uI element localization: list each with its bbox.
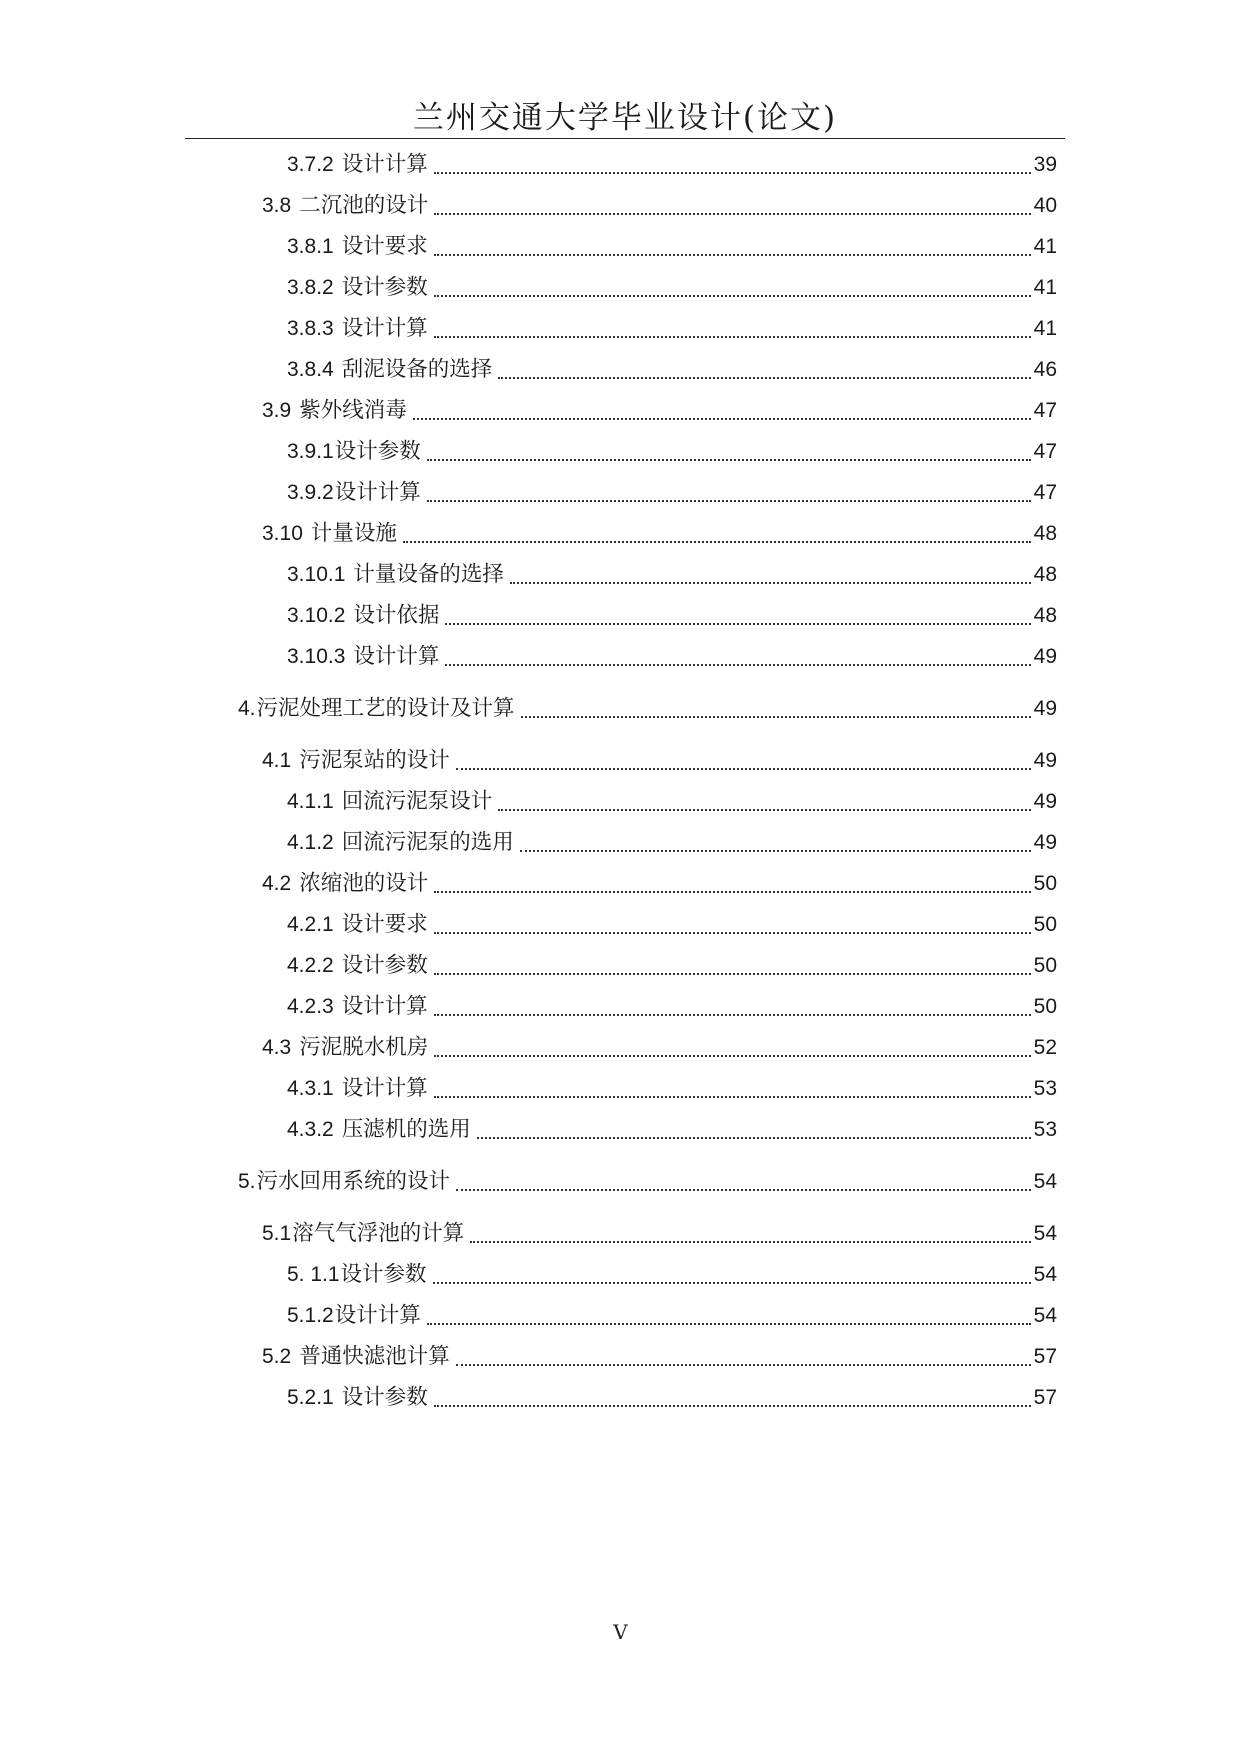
toc-entry[interactable] bbox=[262, 869, 1057, 899]
toc-entry-number: 3.9.2 bbox=[287, 481, 334, 504]
toc-entry[interactable] bbox=[262, 1219, 1057, 1249]
toc-entry-title: 设计计算 bbox=[341, 994, 428, 1019]
toc-entry-number: 3.10.1 bbox=[287, 563, 346, 586]
toc-entry[interactable] bbox=[287, 1383, 1057, 1413]
toc-entry-title: 回流污泥泵设计 bbox=[341, 789, 493, 814]
toc-entry-number: 3.8.1 bbox=[287, 235, 334, 258]
toc-dot-leader bbox=[434, 172, 1031, 174]
toc-entry-page: 54 bbox=[1033, 1222, 1057, 1245]
toc-entry-number: 4.3 bbox=[262, 1036, 292, 1059]
toc-entry-number: 4.3.1 bbox=[287, 1077, 334, 1100]
toc-entry-number: 3.10 bbox=[262, 522, 303, 545]
toc-dot-leader bbox=[434, 1096, 1031, 1098]
toc-entry-title: 回流污泥泵的选用 bbox=[341, 830, 514, 855]
toc-dot-leader bbox=[520, 850, 1031, 852]
toc-entry-title: 设计参数 bbox=[334, 439, 421, 464]
toc-entry-title: 普通快滤池计算 bbox=[299, 1344, 450, 1369]
toc-dot-leader bbox=[434, 932, 1031, 934]
toc-dot-leader bbox=[433, 1282, 1031, 1284]
toc-entry-title: 设计计算 bbox=[334, 480, 421, 505]
toc-entry-title: 设计计算 bbox=[353, 644, 440, 669]
toc-dot-leader bbox=[434, 891, 1030, 893]
toc-dot-leader bbox=[434, 213, 1030, 215]
toc-entry[interactable] bbox=[287, 992, 1057, 1022]
toc-dot-leader bbox=[434, 254, 1031, 256]
toc-entry-number: 3.8 bbox=[262, 194, 292, 217]
toc-entry-page: 47 bbox=[1033, 440, 1057, 463]
toc-entry-number: 3.8.3 bbox=[287, 317, 334, 340]
toc-entry-page: 41 bbox=[1033, 317, 1057, 340]
page-number: V bbox=[613, 1620, 628, 1644]
toc-entry-title: 浓缩池的设计 bbox=[299, 871, 429, 896]
toc-dot-leader bbox=[434, 336, 1031, 338]
toc-dot-leader bbox=[434, 973, 1031, 975]
toc-entry[interactable] bbox=[287, 273, 1057, 303]
toc-dot-leader bbox=[477, 1137, 1031, 1139]
toc-entry[interactable] bbox=[287, 478, 1057, 508]
toc-dot-leader bbox=[456, 1189, 1031, 1191]
toc-entry[interactable] bbox=[287, 910, 1057, 940]
toc-dot-leader bbox=[498, 809, 1030, 811]
toc-entry-page: 41 bbox=[1033, 235, 1057, 258]
toc-entry-page: 50 bbox=[1033, 913, 1057, 936]
toc-entry[interactable] bbox=[238, 694, 1057, 724]
toc-entry-title: 污泥处理工艺的设计及计算 bbox=[256, 696, 515, 721]
toc-dot-leader bbox=[434, 1055, 1030, 1057]
toc-entry-number: 4.2.3 bbox=[287, 995, 334, 1018]
toc-entry[interactable] bbox=[262, 746, 1057, 776]
toc-entry[interactable] bbox=[238, 1167, 1057, 1197]
page-header-title: 兰州交通大学毕业设计(论文) bbox=[412, 100, 838, 136]
toc-entry-page: 57 bbox=[1033, 1345, 1057, 1368]
toc-entry[interactable] bbox=[287, 560, 1057, 590]
toc-dot-leader bbox=[413, 418, 1031, 420]
toc-entry-title: 设计计算 bbox=[334, 1303, 421, 1328]
toc-entry-number: 4. bbox=[238, 697, 256, 720]
toc-entry-page: 52 bbox=[1033, 1036, 1057, 1059]
toc-entry-number: 4.2.1 bbox=[287, 913, 334, 936]
toc-entry-title: 设计计算 bbox=[341, 1076, 428, 1101]
toc-dot-leader bbox=[456, 768, 1031, 770]
toc-dot-leader bbox=[434, 1405, 1031, 1407]
toc-entry-page: 47 bbox=[1033, 399, 1057, 422]
toc-entry-page: 49 bbox=[1033, 790, 1057, 813]
toc-entry-number: 3.9.1 bbox=[287, 440, 334, 463]
toc-entry[interactable] bbox=[287, 437, 1057, 467]
toc-entry-title: 二沉池的设计 bbox=[299, 193, 429, 218]
toc-entry-page: 49 bbox=[1033, 831, 1057, 854]
toc-entry[interactable] bbox=[262, 519, 1057, 549]
toc-entry-number: 3.10.2 bbox=[287, 604, 346, 627]
toc-entry-title: 计量设备的选择 bbox=[353, 562, 504, 587]
toc-entry[interactable] bbox=[287, 601, 1057, 631]
toc-entry-page: 49 bbox=[1033, 645, 1057, 668]
toc-entry-number: 4.2 bbox=[262, 872, 292, 895]
toc-entry-title: 设计参数 bbox=[341, 275, 428, 300]
toc-dot-leader bbox=[445, 623, 1030, 625]
toc-dot-leader bbox=[521, 716, 1031, 718]
toc-entry-number: 5.1 bbox=[262, 1222, 292, 1245]
toc-entry-title: 污泥泵站的设计 bbox=[299, 748, 450, 773]
toc-entry-page: 50 bbox=[1033, 872, 1057, 895]
toc-dot-leader bbox=[498, 377, 1030, 379]
toc-entry-number: 3.8.2 bbox=[287, 276, 334, 299]
toc-dot-leader bbox=[427, 459, 1031, 461]
toc-entry-title: 紫外线消毒 bbox=[299, 398, 407, 423]
toc-entry[interactable] bbox=[262, 191, 1057, 221]
toc-entry-title: 设计计算 bbox=[341, 152, 428, 177]
toc-entry-title: 刮泥设备的选择 bbox=[341, 357, 493, 382]
toc-entry-number: 5. bbox=[238, 1170, 256, 1193]
toc-entry[interactable] bbox=[287, 314, 1057, 344]
toc-dot-leader bbox=[470, 1241, 1030, 1243]
toc-entry[interactable] bbox=[262, 1342, 1057, 1372]
toc-dot-leader bbox=[403, 541, 1031, 543]
toc-entry[interactable] bbox=[287, 951, 1057, 981]
toc-entry-page: 50 bbox=[1033, 954, 1057, 977]
toc-entry-page: 40 bbox=[1033, 194, 1057, 217]
toc-entry[interactable] bbox=[287, 1115, 1057, 1145]
toc-entry[interactable] bbox=[287, 150, 1057, 180]
toc-entry[interactable] bbox=[287, 1301, 1057, 1331]
toc-entry-page: 46 bbox=[1033, 358, 1057, 381]
toc-entry-page: 47 bbox=[1033, 481, 1057, 504]
toc-dot-leader bbox=[434, 295, 1031, 297]
toc-entry-title: 污泥脱水机房 bbox=[299, 1035, 429, 1060]
toc-dot-leader bbox=[510, 582, 1031, 584]
toc-entry-number: 4.1.2 bbox=[287, 831, 334, 854]
toc-entry-title: 污水回用系统的设计 bbox=[256, 1169, 451, 1194]
toc-entry-page: 57 bbox=[1033, 1386, 1057, 1409]
toc-entry-title: 设计依据 bbox=[353, 603, 440, 628]
toc-entry[interactable] bbox=[262, 1033, 1057, 1063]
toc-entry-number: 3.10.3 bbox=[287, 645, 346, 668]
toc-entry-page: 48 bbox=[1033, 522, 1057, 545]
toc-entry-page: 54 bbox=[1033, 1304, 1057, 1327]
toc-entry-title: 计量设施 bbox=[310, 521, 397, 546]
toc-entry-number: 4.1.1 bbox=[287, 790, 334, 813]
toc-dot-leader bbox=[456, 1364, 1031, 1366]
toc-entry-title: 设计参数 bbox=[341, 1385, 428, 1410]
toc-entry[interactable] bbox=[287, 355, 1057, 385]
toc-dot-leader bbox=[434, 1014, 1031, 1016]
toc-dot-leader bbox=[445, 664, 1030, 666]
toc-entry-page: 49 bbox=[1033, 697, 1057, 720]
toc-entry-page: 53 bbox=[1033, 1118, 1057, 1141]
toc-entry-number: 5.1.2 bbox=[287, 1304, 334, 1327]
toc-entry-title: 溶气气浮池的计算 bbox=[292, 1221, 465, 1246]
toc-entry[interactable] bbox=[287, 232, 1057, 262]
toc-entry-title: 设计参数 bbox=[340, 1262, 427, 1287]
toc-entry-page: 50 bbox=[1033, 995, 1057, 1018]
toc-entry-page: 48 bbox=[1033, 563, 1057, 586]
toc-entry-title: 设计要求 bbox=[341, 912, 428, 937]
toc-entry-page: 41 bbox=[1033, 276, 1057, 299]
toc-entry-page: 53 bbox=[1033, 1077, 1057, 1100]
toc-entry-number: 5.2.1 bbox=[287, 1386, 334, 1409]
toc-entry-page: 49 bbox=[1033, 749, 1057, 772]
toc-entry[interactable] bbox=[287, 1260, 1057, 1290]
toc-entry[interactable] bbox=[287, 787, 1057, 817]
toc-entry-title: 设计要求 bbox=[341, 234, 428, 259]
toc-entry-page: 39 bbox=[1033, 153, 1057, 176]
toc-dot-leader bbox=[427, 500, 1031, 502]
toc-entry-number: 5.2 bbox=[262, 1345, 292, 1368]
toc-entry-page: 54 bbox=[1033, 1170, 1057, 1193]
toc-entry-number: 5. 1.1 bbox=[287, 1263, 340, 1286]
toc-entry-page: 54 bbox=[1033, 1263, 1057, 1286]
toc-entry[interactable] bbox=[287, 642, 1057, 672]
toc-entry-page: 48 bbox=[1033, 604, 1057, 627]
toc-entry-number: 4.3.2 bbox=[287, 1118, 334, 1141]
toc-entry-number: 3.8.4 bbox=[287, 358, 334, 381]
toc-entry-number: 4.1 bbox=[262, 749, 292, 772]
toc-entry-number: 3.7.2 bbox=[287, 153, 334, 176]
toc-entry-title: 设计参数 bbox=[341, 953, 428, 978]
toc-entry-title: 压滤机的选用 bbox=[341, 1117, 471, 1142]
toc-entry-number: 4.2.2 bbox=[287, 954, 334, 977]
toc-entry-number: 3.9 bbox=[262, 399, 292, 422]
toc-entry-title: 设计计算 bbox=[341, 316, 428, 341]
toc-entry[interactable] bbox=[287, 1074, 1057, 1104]
toc-entry[interactable] bbox=[262, 396, 1057, 426]
toc-dot-leader bbox=[427, 1323, 1031, 1325]
toc-entry[interactable] bbox=[287, 828, 1057, 858]
